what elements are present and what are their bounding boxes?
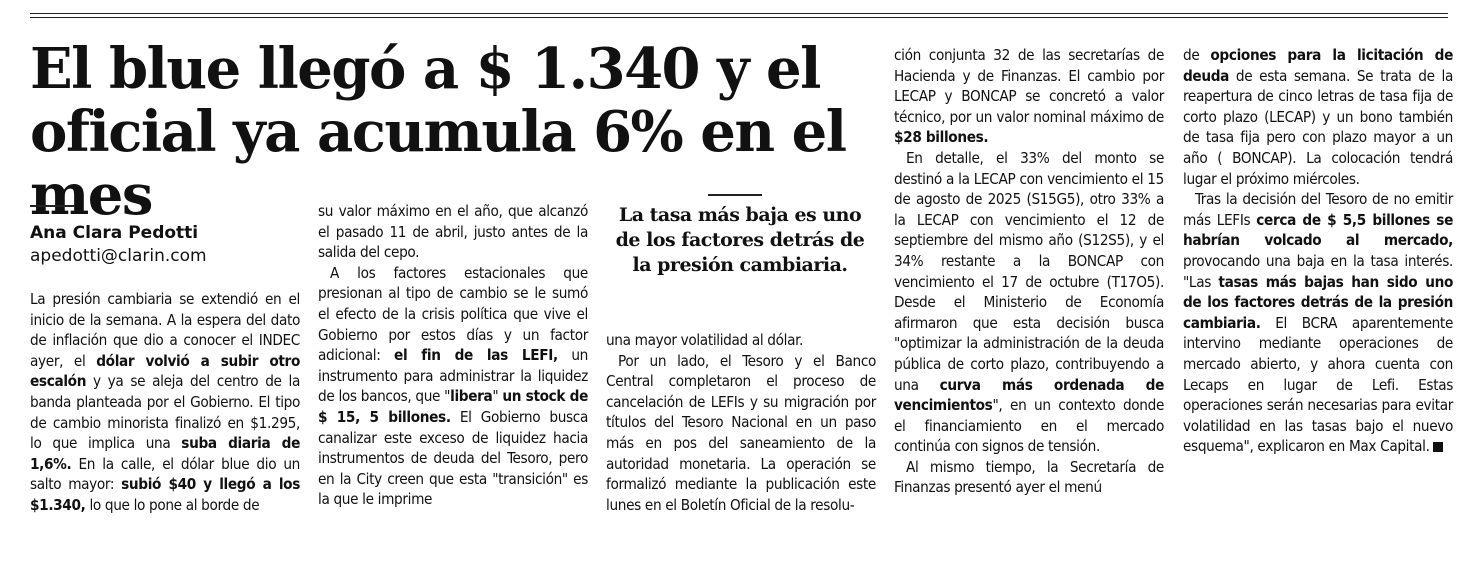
bold-text: un stock de $ 15, 5 billones. [318,387,588,426]
author-name: Ana Clara Pedotti [30,223,199,243]
body-text: La presión cambiaria se extendió en el inicio de la semana. A la espera del dato de inflación que dio a conocer el INDEC ayer, el [30,290,300,370]
column-5 [1183,45,1453,457]
body-text: " [492,387,503,406]
body-text: Al mismo tiempo, la Secretaría de Finanzas presentó ayer el menú [894,457,1164,497]
body-text: En detalle, el 33% del monto se destinó a la LECAP con vencimiento el 15 de agosto de 2025 (S15G5), otro 33% a la LECAP con vencimiento el 12 de septiembre del mismo año (S12S5), y el 34% restante a la BONCAP con vencimiento el 17 de octubre (T17O5). Desde el Ministerio de Economía afirmaron que esta decisión busca "optimizar la administración de la deuda pública de corto plazo, contribuyendo a una [894,148,1164,394]
pullquote-rule [708,194,762,196]
bold-text: dólar volvió a subir otro escalón [30,351,300,391]
bold-text: libera [450,387,493,406]
body-text: de esta semana. Se trata de la reapertura de cinco letras de tasa fija de corto plazo (LECAP) y un bono también de tasa fija pero con plazo mayor a un año ( BONCAP). La colocación tendrá lugar el próximo miércoles. [1183,66,1453,188]
author-email: apedotti@clarin.com [30,246,207,266]
column-2-paragraph-2 [318,263,588,510]
byline-rule [30,205,75,207]
column-2-paragraph-1 [318,201,588,263]
headline: El blue llegó a $ 1.340 y el oficial ya acumula 6% en el mes [30,36,846,228]
pullquote: La tasa más baja es uno de los factores detrás de la presión cambiaria. [615,204,865,276]
body-text: provocando una baja en la tasa interés. "Las [1183,251,1453,291]
bold-text: cerca de $ 5,5 billones se habrían volcado al mercado, [1183,210,1453,250]
body-text: Por un lado, el Tesoro y el Banco Central completaron el proceso de cancelación de LEFIs y su migración por títulos del Tesoro Nacional en un paso más en pos del saneamiento de la autoridad monetaria. La operación se formalizó mediante la publicación este lunes en el Boletín Oficial de la resolu- [606,351,876,514]
body-text: un instrumento para administrar la liquidez de los bancos, que " [318,346,588,406]
body-text: su valor máximo en el año, que alcanzó el pasado 11 de abril, justo antes de la salida del cepo. [318,202,588,262]
body-text: ción conjunta 32 de las secretarías de Hacienda y de Finanzas. El cambio por LECAP y BONCAP se concretó a valor técnico, por un valor nominal máximo de [894,46,1164,126]
column-5-paragraph-1 [1183,45,1453,189]
body-text: A los factores estacionales que presionan al tipo de cambio se le sumó el efecto de la crisis política que vive el Gobierno por estos días y un factor adicional: [318,263,588,365]
column-4 [894,45,1164,498]
column-1 [30,289,300,516]
body-text: y ya se aleja del centro de la banda planteada por el Gobierno. El tipo de cambio minorista finalizó en $1.295, lo que implica una [30,372,300,453]
body-text: Tras la decisión del Tesoro de no emitir más LEFIs [1183,190,1453,229]
top-rule-secondary [30,17,1448,18]
body-text: El BCRA aparentemente intervino mediante operaciones de mercado abierto, y ahora cuenta con Lecaps en lugar de Lefi. Estas operaciones serán necesarias para evitar volatilidad en las tasas bajo el nuevo esquema", explicaron en Max Capital. [1183,313,1453,456]
column-4-paragraph-2 [894,148,1164,457]
bold-text: tasas más bajas han sido uno de los factores detrás de la presión cambiaria. [1183,272,1453,332]
bold-text: $28 billones. [894,128,989,147]
column-4-paragraph-1 [894,45,1164,148]
body-text: de [1183,46,1211,64]
column-1-paragraph-1 [30,289,300,516]
byline [30,222,300,268]
top-rule [30,13,1448,14]
body-text: En la calle, el dólar blue dio un salto mayor: [30,454,300,494]
column-2 [318,201,588,510]
column-3-paragraph-1 [606,330,876,351]
column-5-paragraph-2 [1183,189,1453,457]
bold-text: suba diaria de 1,6%. [30,434,300,473]
column-3-paragraph-2 [606,351,876,516]
end-of-article-mark [1433,442,1443,452]
bold-text: opciones para la licitación de deuda [1183,46,1453,85]
bold-text: curva más ordenada de vencimientos [894,375,1165,415]
column-4-paragraph-3 [894,457,1164,498]
body-text: una mayor volatilidad al dólar. [606,331,803,349]
bold-text: subió $40 y llegó a los $1.340, [30,475,301,514]
body-text: lo que lo pone al borde de [85,495,260,514]
column-3 [606,330,876,515]
bold-text: el fin de las LEFI, [394,346,558,365]
body-text: El Gobierno busca canalizar este exceso de liquidez hacia instrumentos de deuda del Tesoro, pero en la City creen que esta "transición" es la que le imprime [318,407,588,509]
body-text: ", en un contexto donde el financiamiento en el mercado continúa con signos de tensión. [894,396,1164,456]
